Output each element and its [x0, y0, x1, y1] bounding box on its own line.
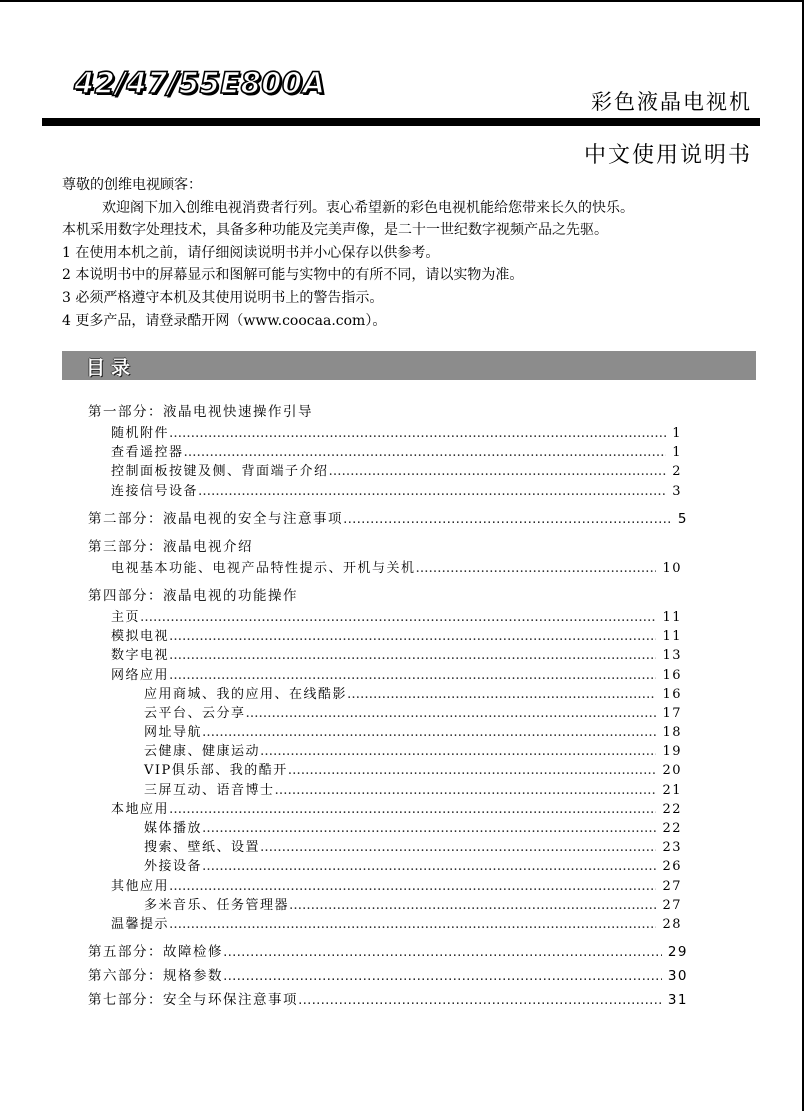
toc-subentry[interactable] — [88, 857, 688, 876]
part-title: 第六部分：规格参数 — [88, 968, 223, 985]
toc-entry[interactable] — [88, 462, 688, 481]
toc-part-5[interactable] — [88, 940, 688, 964]
entry-label: 数字电视 — [111, 648, 170, 664]
toc-title: 目录 — [86, 357, 137, 379]
toc-entry[interactable] — [88, 443, 688, 462]
part-page: 31 — [667, 992, 688, 1009]
entry-page: 28 — [662, 916, 682, 932]
toc-subentry[interactable] — [88, 781, 688, 800]
leader-dots — [289, 896, 656, 915]
entry-page: 20 — [662, 763, 682, 779]
model-number: 42/47/55E800A — [74, 66, 326, 100]
entry-page: 1 — [672, 426, 682, 441]
leader-dots — [169, 646, 656, 665]
toc-entry[interactable] — [88, 424, 688, 443]
leader-dots — [169, 915, 656, 934]
toc-subentry[interactable] — [88, 723, 688, 742]
greeting: 尊敬的创维电视顾客： — [62, 177, 202, 193]
entry-page: 23 — [662, 840, 682, 856]
leader-dots — [184, 443, 667, 462]
part-page: 30 — [667, 968, 688, 985]
toc-subentry[interactable] — [88, 819, 688, 838]
part-title: 第七部分：安全与环保注意事项 — [88, 992, 298, 1009]
table-of-contents — [88, 400, 688, 1012]
entry-page: 11 — [662, 629, 682, 645]
entry-label: 三屏互动、语音博士 — [144, 782, 275, 798]
entry-label: 搜索、壁纸、设置 — [144, 840, 261, 856]
part-page: 5 — [677, 510, 688, 527]
leader-dots — [202, 723, 656, 742]
entry-page: 13 — [662, 648, 682, 664]
entry-page: 1 — [672, 445, 682, 461]
toc-subentry[interactable] — [88, 838, 688, 857]
entry-page: 19 — [662, 744, 682, 760]
header-rule — [42, 118, 760, 126]
toc-subentry[interactable] — [88, 704, 688, 723]
entry-page: 18 — [662, 725, 682, 741]
entry-page: 26 — [662, 859, 682, 875]
note-item: 1 在使用本机之前，请仔细阅读说明书并小心保存以供参考。 — [62, 244, 440, 261]
toc-entry[interactable] — [88, 646, 688, 665]
part-title: 第三部分：液晶电视介绍 — [88, 538, 253, 555]
toc-entry[interactable] — [88, 608, 688, 627]
entry-label: 云健康、健康运动 — [144, 744, 261, 760]
leader-dots — [298, 988, 662, 1012]
leader-dots — [169, 800, 656, 819]
entry-page: 17 — [662, 705, 682, 721]
toc-entry[interactable] — [88, 800, 688, 819]
toc-entry[interactable] — [88, 482, 688, 501]
leader-dots — [169, 627, 656, 646]
leader-dots — [260, 838, 656, 857]
toc-subentry[interactable] — [88, 685, 688, 704]
toc-part-3[interactable] — [88, 535, 688, 559]
entry-label: 本地应用 — [111, 801, 170, 817]
leader-dots — [202, 857, 656, 876]
toc-header-bar — [62, 351, 756, 380]
welcome-text: 欢迎阁下加入创维电视消费者行列。衷心希望新的彩色电视机能给您带来长久的快乐。 — [102, 199, 634, 216]
product-name: 彩色液晶电视机 — [591, 90, 752, 114]
leader-dots — [140, 608, 656, 627]
entry-label: VIP俱乐部、我的酷开 — [144, 763, 288, 779]
entry-label: 网址导航 — [144, 725, 203, 741]
toc-part-4[interactable] — [88, 584, 688, 608]
toc-part-7[interactable] — [88, 988, 688, 1012]
leader-dots — [223, 940, 662, 964]
page-border-top — [0, 0, 804, 2]
entry-page: 16 — [662, 667, 682, 683]
manual-title: 中文使用说明书 — [583, 143, 752, 168]
toc-subentry[interactable] — [88, 761, 688, 780]
entry-label: 云平台、云分享 — [144, 705, 246, 721]
entry-label: 电视基本功能、电视产品特性提示、开机与关机 — [111, 560, 416, 576]
entry-page: 11 — [662, 609, 682, 625]
toc-subentry[interactable] — [88, 896, 688, 915]
entry-label: 温馨提示 — [111, 916, 170, 932]
tech-text: 本机采用数字处理技术，具备多种功能及完美声像，是二十一世纪数字视频产品之先驱。 — [62, 222, 608, 239]
part-title: 第二部分：液晶电视的安全与注意事项 — [88, 510, 343, 527]
toc-part-1[interactable] — [88, 400, 688, 424]
part-title: 第五部分：故障检修 — [88, 944, 223, 961]
toc-entry[interactable] — [88, 915, 688, 934]
leader-dots — [246, 704, 657, 723]
toc-subentry[interactable] — [88, 742, 688, 761]
entry-label: 控制面板按键及侧、背面端子介绍 — [111, 464, 329, 480]
leader-dots — [347, 685, 656, 704]
toc-entry[interactable] — [88, 627, 688, 646]
note-item: 4 更多产品，请登录酷开网（www.coocaa.com）。 — [62, 312, 387, 329]
toc-entry[interactable] — [88, 877, 688, 896]
entry-label: 连接信号设备 — [111, 483, 199, 499]
note-item: 3 必须严格遵守本机及其使用说明书上的警告指示。 — [62, 289, 384, 306]
toc-entry[interactable] — [88, 559, 688, 578]
entry-page: 16 — [662, 686, 682, 702]
leader-dots — [329, 462, 667, 481]
entry-label: 多米音乐、任务管理器 — [144, 897, 290, 913]
leader-dots — [288, 761, 657, 780]
leader-dots — [169, 666, 656, 685]
leader-dots — [169, 877, 656, 896]
leader-dots — [343, 507, 672, 531]
leader-dots — [416, 559, 657, 578]
leader-dots — [198, 482, 666, 501]
leader-dots — [223, 964, 662, 988]
entry-label: 媒体播放 — [144, 821, 203, 836]
part-title: 第四部分：液晶电视的功能操作 — [88, 587, 298, 604]
toc-part-6[interactable] — [88, 964, 688, 988]
entry-page: 27 — [662, 878, 682, 894]
toc-entry[interactable] — [88, 666, 688, 685]
part-title: 第一部分：液晶电视快速操作引导 — [88, 404, 313, 420]
leader-dots — [275, 781, 657, 800]
leader-dots — [260, 742, 656, 761]
entry-label: 主页 — [111, 609, 141, 625]
entry-label: 网络应用 — [111, 667, 170, 683]
entry-label: 外接设备 — [144, 859, 203, 875]
entry-label: 模拟电视 — [111, 629, 170, 645]
leader-dots — [169, 424, 666, 443]
entry-page: 27 — [662, 897, 682, 913]
intro-section — [62, 174, 634, 332]
entry-label: 应用商城、我的应用、在线酷影 — [144, 686, 348, 702]
note-item: 2 本说明书中的屏幕显示和图解可能与实物中的有所不同，请以实物为准。 — [62, 267, 524, 284]
entry-label: 随机附件 — [111, 426, 170, 441]
entry-label: 其他应用 — [111, 878, 170, 894]
entry-page: 10 — [662, 560, 682, 576]
part-page: 29 — [667, 944, 688, 961]
leader-dots — [202, 819, 656, 838]
entry-page: 22 — [662, 821, 682, 836]
toc-part-2[interactable] — [88, 507, 688, 531]
entry-page: 21 — [662, 782, 682, 798]
entry-page: 3 — [672, 483, 682, 499]
entry-label: 查看遥控器 — [111, 445, 184, 461]
entry-page: 22 — [662, 801, 682, 817]
entry-page: 2 — [672, 464, 682, 480]
